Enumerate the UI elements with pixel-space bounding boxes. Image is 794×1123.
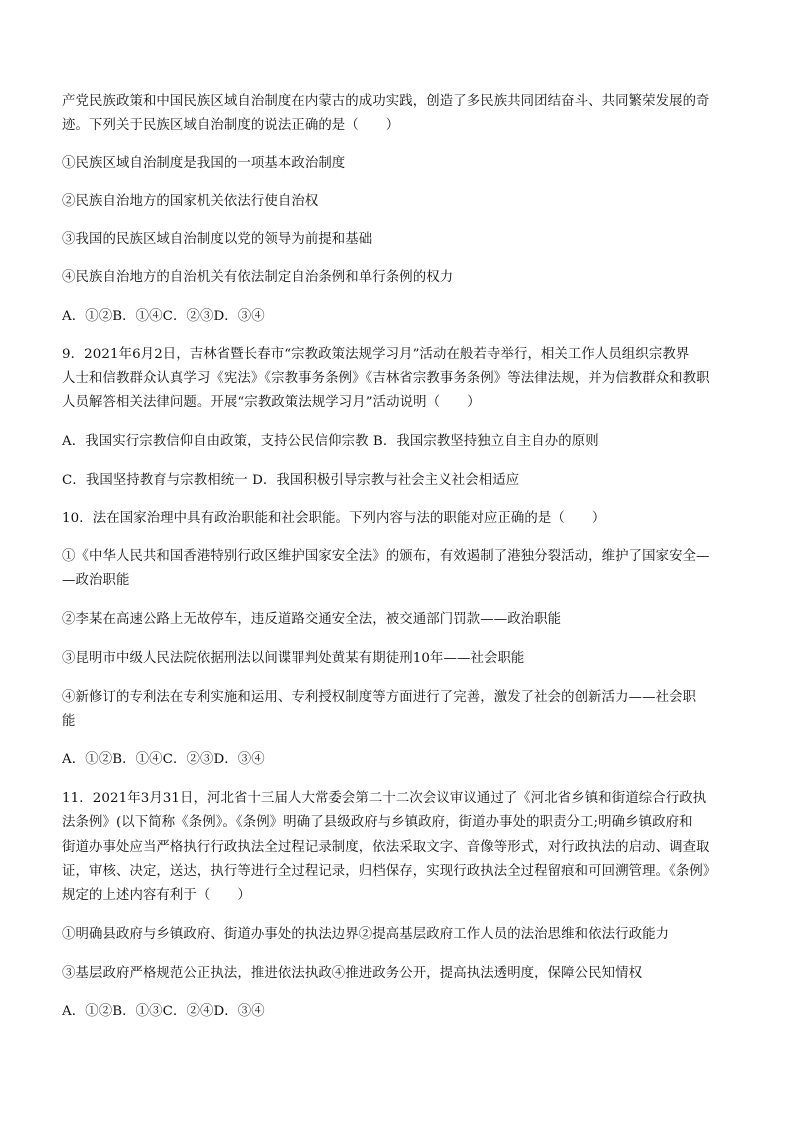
q8-option-2: ②民族自治地方的国家机关依法行使自治权 [62,194,319,209]
q8-option-3: ③我国的民族区域自治制度以党的领导为前提和基础 [62,232,373,247]
q11-stem-line-5: 规定的上述内容有利于（ ） [62,888,251,903]
q10-option-3: ③昆明市中级人民法院依据刑法以间谍罪判处黄某有期徒刑10年——社会职能 [62,651,525,666]
q9-stem-line-2: 人士和信教群众认真学习《宪法》《宗教事务条例》《吉林省宗教事务条例》等法律法规，并为信教群众和教职 [62,371,710,386]
q11-stem-line-1: 11．2021年3月31日，河北省十三届人大常委会第二十二次会议审议通过了《河北省乡镇和街道综合行政执 [62,791,707,806]
q11-stem-line-2: 法条例》(以下简称《条例》。《条例》明确了县级政府与乡镇政府，街道办事处的职责分工;明确乡镇政府和 [62,815,693,830]
q9-choices-line-2: C．我国坚持教育与宗教相统一 D．我国积极引导宗教与社会主义社会相适应 [62,473,520,488]
q9-stem-line-1: 9．2021年6月2日，吉林省暨长春市“宗教政策法规学习月”活动在般若寺举行，相关工作人员组织宗教界 [62,347,690,362]
q10-option-1-line-2: —政治职能 [62,573,130,588]
q11-options-line-2: ③基层政府严格规范公正执法，推进依法执政④推进政务公开，提高执法透明度，保障公民知情权 [62,966,643,981]
q9-choices-line-1: A．我国实行宗教信仰自由政策，支持公民信仰宗教 B．我国宗教坚持独立自主自办的原则 [62,434,599,449]
q10-stem: 10．法在国家治理中具有政治职能和社会职能。下列内容与法的职能对应正确的是（ ） [62,511,606,526]
q8-stem-line-2: 迹。下列关于民族区域自治制度的说法正确的是（ ） [62,118,400,133]
q8-answer-choices: A．①②B．①④C．②③D．③④ [62,309,265,324]
q11-stem-line-3: 街道办事处应当严格执行行政执法全过程记录制度，依法采取文字、音像等形式，对行政执法的启动、调查取 [62,840,710,855]
q10-option-2: ②李某在高速公路上无故停车，违反道路交通安全法，被交通部门罚款——政治职能 [62,612,562,627]
q9-stem-line-3: 人员解答相关法律问题。开展“宗教政策法规学习月”活动说明（ ） [62,395,481,410]
q11-stem-line-4: 证，审核、决定，送达，执行等进行全过程记录，归档保存，实现行政执法全过程留痕和可回溯管理。《条例》 [62,864,717,879]
q10-option-1-line-1: ①《中华人民共和国香港特别行政区维护国家安全法》的颁布，有效遏制了港独分裂活动，维护了国家安全— [62,549,710,564]
q10-answer-choices: A．①②B．①④C．②③D．③④ [62,752,265,767]
q11-answer-choices: A．①②B．①③C．②④D．③④ [62,1004,265,1019]
q8-option-1: ①民族区域自治制度是我国的一项基本政治制度 [62,156,346,171]
q10-option-4-line-1: ④新修订的专利法在专利实施和运用、专利授权制度等方面进行了完善，激发了社会的创新活力——社会职 [62,690,697,705]
q10-option-4-line-2: 能 [62,714,76,729]
q8-stem-line-1: 产党民族政策和中国民族区域自治制度在内蒙古的成功实践，创造了多民族共同团结奋斗、共同繁荣发展的奇 [62,94,710,109]
q11-options-line-1: ①明确县政府与乡镇政府、街道办事处的执法边界②提高基层政府工作人员的法治思维和依法行政能力 [62,927,670,942]
q8-option-4: ④民族自治地方的自治机关有依法制定自治条例和单行条例的权力 [62,270,454,285]
